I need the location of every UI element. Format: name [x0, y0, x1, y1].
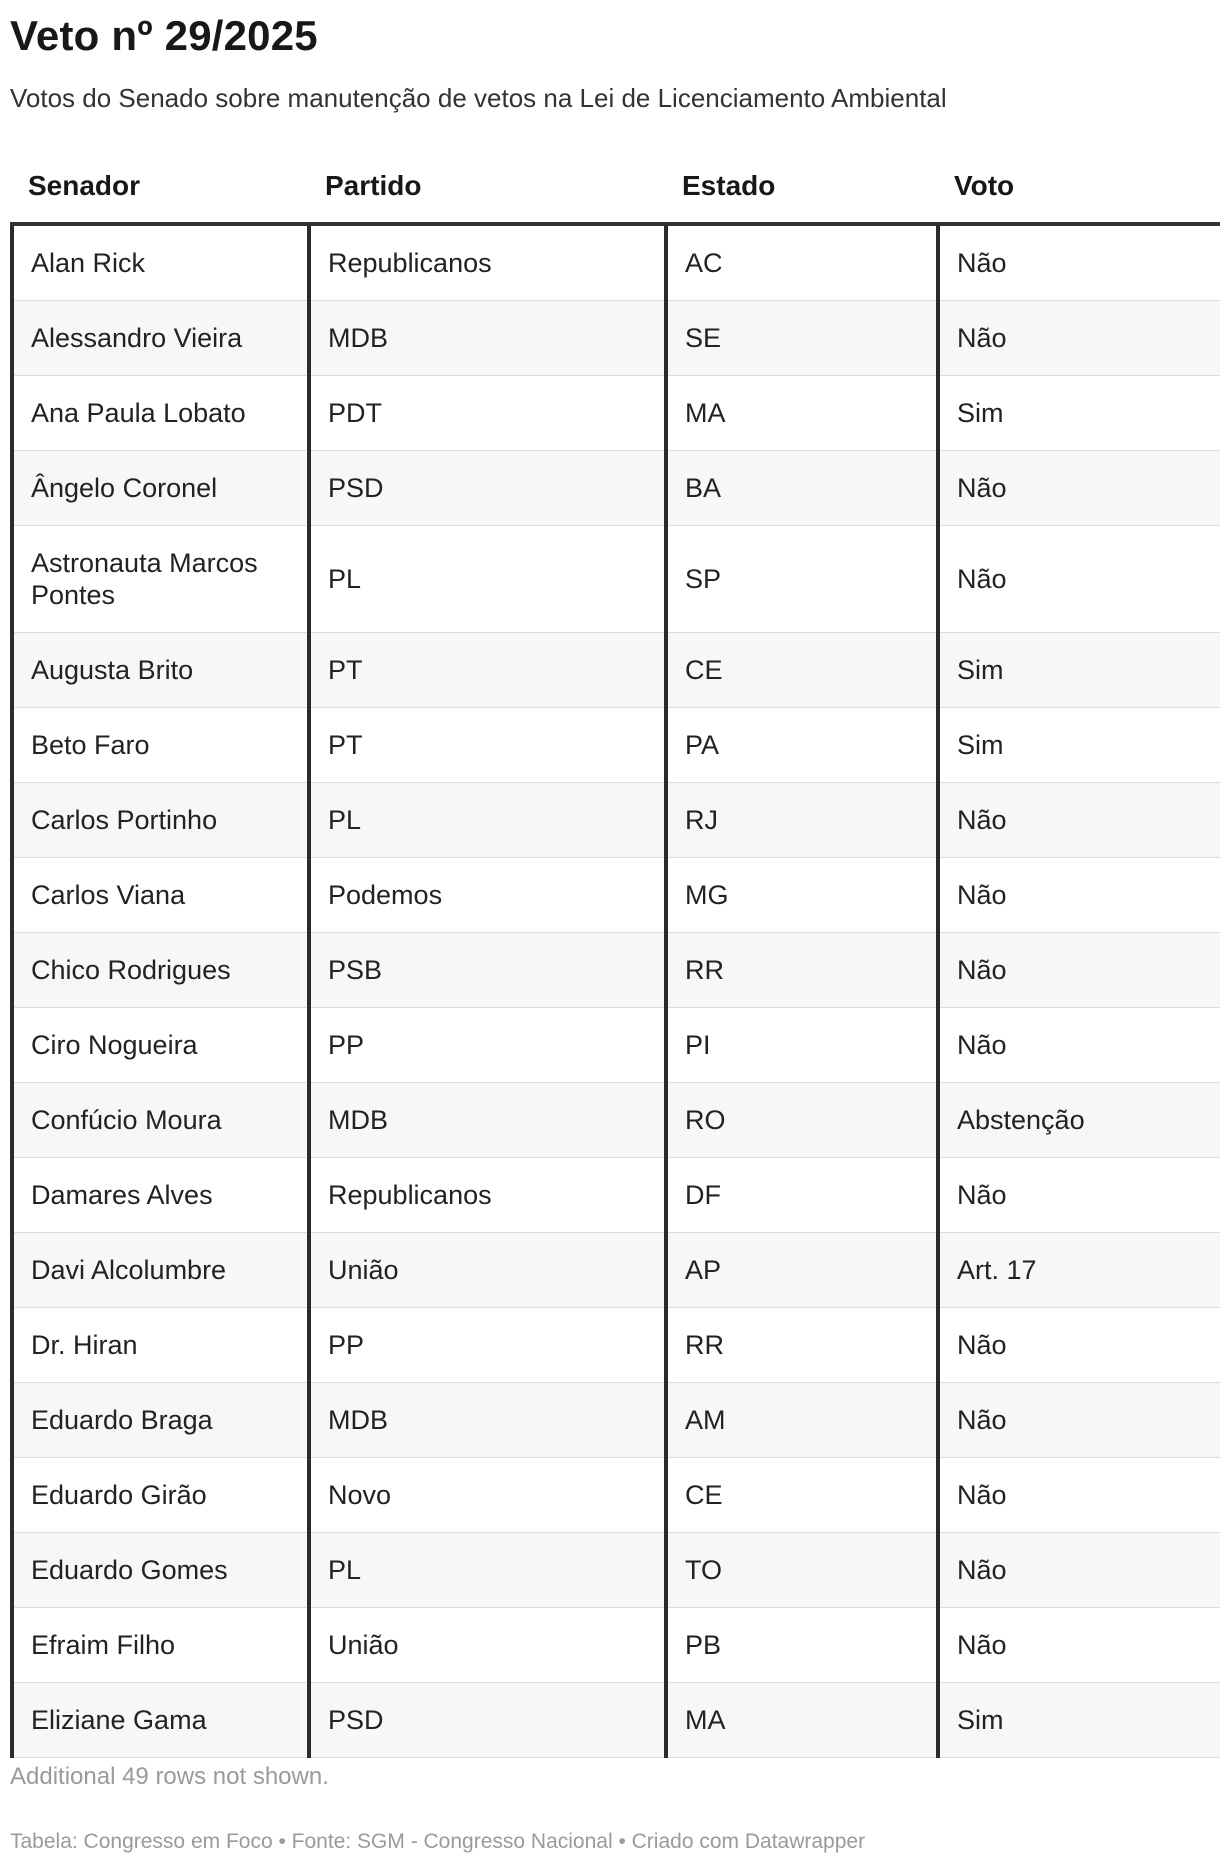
cell-partido: MDB [309, 1083, 666, 1158]
table-row [12, 633, 1220, 708]
cell-partido: Novo [309, 1458, 666, 1533]
cell-voto: Não [938, 1008, 1220, 1083]
cell-senador: Carlos Portinho [12, 783, 309, 858]
cell-estado: SE [666, 301, 938, 376]
cell-estado: AP [666, 1233, 938, 1308]
cell-partido: PP [309, 1008, 666, 1083]
cell-senador: Eduardo Braga [12, 1383, 309, 1458]
cell-voto: Sim [938, 1683, 1220, 1758]
table-row [12, 1683, 1220, 1758]
cell-voto: Não [938, 1383, 1220, 1458]
column-header-voto[interactable]: Voto [938, 150, 1220, 224]
cell-senador: Dr. Hiran [12, 1308, 309, 1383]
column-header-estado[interactable]: Estado [666, 150, 938, 224]
cell-voto: Sim [938, 633, 1220, 708]
cell-voto: Abstenção [938, 1083, 1220, 1158]
cell-senador: Alessandro Vieira [12, 301, 309, 376]
table-row [12, 1158, 1220, 1233]
cell-estado: RO [666, 1083, 938, 1158]
cell-estado: PA [666, 708, 938, 783]
table-body [12, 224, 1220, 1758]
cell-voto: Sim [938, 376, 1220, 451]
page-subtitle: Votos do Senado sobre manutenção de vetos na Lei de Licenciamento Ambiental [10, 83, 947, 113]
cell-partido: PL [309, 783, 666, 858]
cell-senador: Davi Alcolumbre [12, 1233, 309, 1308]
cell-senador: Carlos Viana [12, 858, 309, 933]
cell-partido: PDT [309, 376, 666, 451]
cell-estado: PI [666, 1008, 938, 1083]
cell-voto: Não [938, 526, 1220, 633]
cell-senador: Astronauta Marcos Pontes [12, 526, 309, 633]
cell-partido: PT [309, 708, 666, 783]
cell-partido: PP [309, 1308, 666, 1383]
cell-voto: Sim [938, 708, 1220, 783]
cell-estado: MA [666, 376, 938, 451]
page-title: Veto nº 29/2025 [10, 12, 318, 59]
cell-senador: Damares Alves [12, 1158, 309, 1233]
cell-estado: BA [666, 451, 938, 526]
cell-partido: União [309, 1608, 666, 1683]
cell-estado: RR [666, 1308, 938, 1383]
source-footer: Tabela: Congresso em Foco • Fonte: SGM - Congresso Nacional • Criado com Datawrapper [10, 1830, 866, 1853]
cell-partido: Podemos [309, 858, 666, 933]
cell-voto: Não [938, 1308, 1220, 1383]
chart-container [10, 0, 1220, 1735]
cell-voto: Não [938, 1608, 1220, 1683]
table-row [12, 1533, 1220, 1608]
cell-estado: RJ [666, 783, 938, 858]
cell-senador: Ana Paula Lobato [12, 376, 309, 451]
cell-senador: Ciro Nogueira [12, 1008, 309, 1083]
table-row [12, 1458, 1220, 1533]
table-row [12, 301, 1220, 376]
cell-voto: Não [938, 301, 1220, 376]
cell-senador: Confúcio Moura [12, 1083, 309, 1158]
cell-estado: MG [666, 858, 938, 933]
cell-voto: Não [938, 1158, 1220, 1233]
votes-table [10, 150, 1220, 1758]
cell-voto: Não [938, 858, 1220, 933]
cell-voto: Não [938, 1533, 1220, 1608]
cell-voto: Não [938, 783, 1220, 858]
cell-partido: PSD [309, 451, 666, 526]
cell-voto: Não [938, 933, 1220, 1008]
cell-senador: Ângelo Coronel [12, 451, 309, 526]
cell-partido: MDB [309, 301, 666, 376]
table-row [12, 933, 1220, 1008]
cell-estado: RR [666, 933, 938, 1008]
cell-senador: Eliziane Gama [12, 1683, 309, 1758]
cell-estado: DF [666, 1158, 938, 1233]
cell-partido: PL [309, 1533, 666, 1608]
cell-partido: PT [309, 633, 666, 708]
cell-voto: Não [938, 1458, 1220, 1533]
table-row [12, 858, 1220, 933]
table-row [12, 1383, 1220, 1458]
table-row [12, 451, 1220, 526]
cell-estado: AC [666, 224, 938, 301]
cell-voto: Não [938, 224, 1220, 301]
cell-estado: CE [666, 633, 938, 708]
cell-senador: Augusta Brito [12, 633, 309, 708]
table-row [12, 1083, 1220, 1158]
cell-estado: MA [666, 1683, 938, 1758]
table-row [12, 1233, 1220, 1308]
cell-partido: União [309, 1233, 666, 1308]
cell-voto: Art. 17 [938, 1233, 1220, 1308]
cell-senador: Eduardo Girão [12, 1458, 309, 1533]
table-row [12, 708, 1220, 783]
column-header-partido[interactable]: Partido [309, 150, 666, 224]
cell-partido: PSB [309, 933, 666, 1008]
rows-not-shown-note: Additional 49 rows not shown. [10, 1763, 329, 1790]
cell-estado: PB [666, 1608, 938, 1683]
table-row [12, 783, 1220, 858]
cell-senador: Efraim Filho [12, 1608, 309, 1683]
table-row [12, 526, 1220, 633]
table-row [12, 1608, 1220, 1683]
cell-senador: Eduardo Gomes [12, 1533, 309, 1608]
cell-partido: PSD [309, 1683, 666, 1758]
cell-partido: MDB [309, 1383, 666, 1458]
cell-estado: SP [666, 526, 938, 633]
cell-estado: TO [666, 1533, 938, 1608]
cell-partido: Republicanos [309, 224, 666, 301]
cell-estado: CE [666, 1458, 938, 1533]
cell-partido: Republicanos [309, 1158, 666, 1233]
cell-partido: PL [309, 526, 666, 633]
table-row [12, 376, 1220, 451]
cell-senador: Chico Rodrigues [12, 933, 309, 1008]
cell-senador: Alan Rick [12, 224, 309, 301]
cell-estado: AM [666, 1383, 938, 1458]
cell-voto: Não [938, 451, 1220, 526]
table-row [12, 224, 1220, 301]
table-header-row [12, 150, 1220, 224]
table-row [12, 1308, 1220, 1383]
column-header-senador[interactable]: Senador [12, 150, 309, 224]
cell-senador: Beto Faro [12, 708, 309, 783]
table-row [12, 1008, 1220, 1083]
